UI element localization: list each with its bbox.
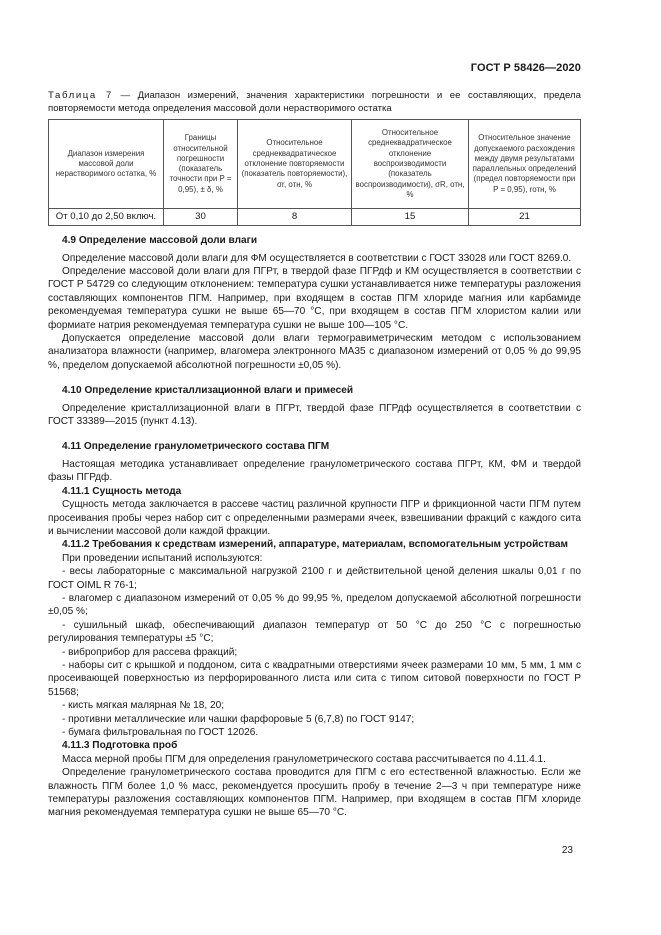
table-cell: 30 [164,209,238,226]
page-number: 23 [561,845,573,856]
paragraph: Определение гранулометрического состава проводится для ПГМ с его естественной влажностью. Если же влажность ПГМ более 1,0 % масс, рекомендуется просушить пробу в течение 2—3 ч при температуре ниже температуры разложения составляющих компонентов ПГМ. Например, при входящем в состав ПГМ хлориде магния рекомендуемая температура сушки не выше 65—70 °С. [48,767,581,819]
section-4-9-title: 4.9 Определение массовой доли влаги [62,235,258,247]
column-header: Диапазон измерения массовой доли нерастворимого остатка, % [49,120,164,209]
list-item: - весы лабораторные с максимальной нагрузкой 2100 г и действительной ценой деления шкалы 0,01 г по ГОСТ OIML R 76-1; [48,566,581,591]
list-item: - бумага фильтровальная по ГОСТ 12026. [62,727,259,738]
paragraph: Допускается определение массовой доли влаги термогравиметрическим методом с использованием анализатора влажности (например, влагомера электронного МА35 с диапазоном измерений от 0,05 % до 99,95 %, пределом допускаемой абсолютной погрешности ±0,05 %). [48,333,581,371]
table-7 [48,119,581,226]
table-cell: От 0,10 до 2,50 включ. [49,209,164,226]
page-content [48,90,581,820]
section-4-11-3-title: 4.11.3 Подготовка проб [62,740,178,752]
paragraph: Масса мерной пробы ПГМ для определения гранулометрического состава рассчитывается по 4.11.4.1. [62,753,546,765]
list-item: - кисть мягкая малярная № 18, 20; [62,700,225,712]
section-4-11-2-title: 4.11.2 Требования к средствам измерений, аппаратуре, материалам, вспомогательным устройствам [62,539,568,551]
column-header: Границы относительной погрешности (показатель точности при P = 0,95), ± δ, % [164,120,238,209]
list-item: - сушильный шкаф, обеспечивающий диапазон температур от 50 °С до 250 °С с погрешностью регулирования температуры ±5 °С; [48,619,581,645]
section-4-10-title: 4.10 Определение кристаллизационной влаги и примесей [62,385,354,397]
table-cell: 15 [352,209,469,226]
paragraph: Определение кристаллизационной влаги в ПГРт, твердой фазе ПГРдф осуществляется в соответствии с ГОСТ 33389—2015 (пункт 4.13). [48,402,581,428]
table-header-row [49,120,581,209]
list-item: - наборы сит с крышкой и поддоном, сита с квадратными отверстиями ячеек размерами 10 мм, 5 мм, 1 мм с просеивающей поверхностью из перфорированного листа или сита с типом ситовой поверхности по ГОСТ Р 51568; [48,659,581,698]
paragraph: При проведении испытаний используются: [62,552,263,564]
section-4-11-title: 4.11 Определение гранулометрического состава ПГМ [62,441,330,453]
column-header: Относительное среднеквадратическое отклонение воспроизводимости (показатель воспроизводимости), σR, отн, % [352,120,469,209]
table-caption-label: Таблица 7 [48,90,113,101]
table-caption-text: — Диапазон измерений, значения характеристики погрешности и ее составляющих, предела повторяемости метода определения массовой доли нерастворимого остатка [48,90,581,114]
table-caption [48,90,581,115]
list-item: - противни металлические или чашки фарфоровые 5 (6,7,8) по ГОСТ 9147; [62,713,415,725]
column-header: Относительное значение допускаемого расхождения между двумя результатами параллельных определений (предел повторяемости при P = 0,95), rотн, % [469,120,581,209]
column-header: Относительное среднеквадратическое отклонение повторяемости (показатель повторяемости), σr, отн, % [238,120,352,209]
paragraph: Настоящая методика устанавливает определение гранулометрического состава ПГРт, КМ, ФМ и твердой фазы ПГРдф. [48,458,581,484]
paragraph: Определение массовой доли влаги для ФМ осуществляется в соответствии с ГОСТ 33028 или ГОСТ 8269.0. [62,252,572,264]
table-cell: 8 [238,209,352,226]
list-item: - виброприбор для рассева фракций; [62,646,238,658]
document-id: ГОСТ Р 58426—2020 [470,62,581,74]
list-item: - влагомер с диапазоном измерений от 0,05 % до 99,95 %, пределом допускаемой абсолютной погрешности ±0,05 %; [48,592,581,618]
table-cell: 21 [469,209,581,226]
table-row [49,209,581,226]
paragraph: Определение массовой доли влаги для ПГРт, в твердой фазе ПГРдф и КМ осуществляется в соответствии с ГОСТ Р 54729 со следующим отклонением: температура сушки устанавливается ниже температуры разложения составляющих компонентов ПГМ. Например, при входящем в состав ПГМ хлориде магния или карбамиде рекомендуемая температура сушки не выше 65—70 °С, при входящем в состав ПГМ хлористом калии или формиате натрия рекомендуемая температура сушки не выше 100—105 °С. [48,266,581,331]
section-4-11-1-title: 4.11.1 Сущность метода [62,485,182,497]
paragraph: Сущность метода заключается в рассеве частиц различной крупности ПГР и фрикционной части ПГМ путем просеивания пробы через набор сит с определенными размерами ячеек, взвешивании фракций с каждого сита и вычислении массовой доли каждой фракции. [48,499,581,537]
